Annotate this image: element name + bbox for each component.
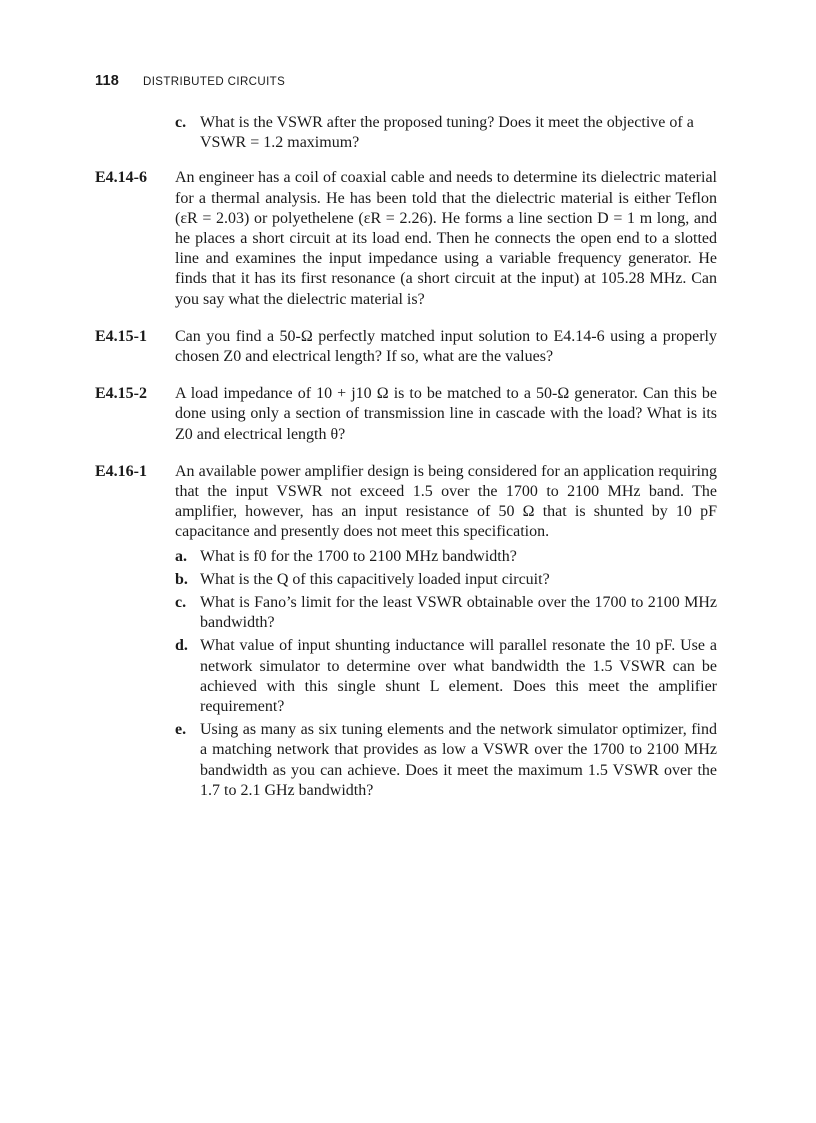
problem-body <box>175 168 717 313</box>
problem-body <box>175 327 717 371</box>
problem-text: An available power amplifier design is being considered for an application requiring that the input VSWR not exceed 1.5 over the 1700 to 2100 MHz band. The amplifier, however, has an input resistance of 50 Ω that is shunted by 10 pF capacitance and presently does not meet this specification. <box>175 462 717 541</box>
problem-e4-14-6 <box>95 168 717 313</box>
problem-e4-16-1 <box>95 462 717 804</box>
problem-id: E4.16-1 <box>95 462 147 480</box>
problem-text: A load impedance of 10 + j10 Ω is to be matched to a 50-Ω generator. Can this be done using only a section of transmission line in cascade with the load? What is its Z0 and electrical length θ? <box>175 385 717 443</box>
subpart-label: a. <box>175 547 187 565</box>
problem-e4-15-1 <box>95 327 717 371</box>
subpart-label: c. <box>175 114 187 131</box>
problem-body <box>175 384 717 449</box>
running-title: DISTRIBUTED CIRCUITS <box>143 76 286 88</box>
subpart-label: d. <box>175 637 188 655</box>
subpart-label: e. <box>175 721 187 739</box>
page-number: 118 <box>95 73 119 89</box>
problem-body <box>175 462 717 804</box>
subpart-c <box>175 593 717 633</box>
problem-e4-15-2 <box>95 384 717 449</box>
problem-text: An engineer has a coil of coaxial cable and needs to determine its dielectric material for a thermal analysis. He has been told that the dielectric material is either Teflon (εR = 2.03) or polyethelene (εR = 2.26). He forms a line section D = 1 m long, and he places a short circuit at its load end. Then he connects the open end to a slotted line and examines the input impedance using a variable frequency generator. He finds that it has its first resonance (a short circuit at the input) at 105.28 MHz. Can you say what the dielectric material is? <box>175 169 717 308</box>
problem-text: Can you find a 50-Ω perfectly matched input solution to E4.14-6 using a properly chosen Z0 and electrical length? If so, what are the values? <box>175 327 717 366</box>
subpart-text: What is the VSWR after the proposed tuning? Does it meet the objective of a VSWR = 1.2 maximum? <box>200 114 694 152</box>
page-content <box>95 113 717 817</box>
subpart-text: What is f0 for the 1700 to 2100 MHz bandwidth? <box>200 547 517 565</box>
problem-id: E4.14-6 <box>95 169 147 187</box>
subpart-label: c. <box>175 594 187 612</box>
subpart-text: What is Fano’s limit for the least VSWR obtainable over the 1700 to 2100 MHz bandwidth? <box>200 594 717 632</box>
subpart-e <box>175 720 717 801</box>
subpart-a <box>175 547 717 567</box>
subpart-text: What value of input shunting inductance will parallel resonate the 10 pF. Use a network simulator to determine over what bandwidth the 1.5 VSWR can be achieved with this single shunt L element. Does this meet the amplifier requirement? <box>200 637 717 716</box>
subpart-text: What is the Q of this capacitively loaded input circuit? <box>200 570 550 588</box>
problem-id: E4.15-1 <box>95 327 147 345</box>
subpart-b <box>175 570 717 590</box>
continued-subpart <box>175 113 717 153</box>
subpart-label: b. <box>175 570 188 588</box>
page-header <box>95 73 285 93</box>
subpart-text: Using as many as six tuning elements and the network simulator optimizer, find a matching network that provides as low a VSWR over the 1700 to 2100 MHz bandwidth as you can achieve. Does it meet the maximum 1.5 VSWR over the 1.7 to 2.1 GHz bandwidth? <box>200 721 717 799</box>
subpart-d <box>175 636 717 717</box>
problem-id: E4.15-2 <box>95 385 147 403</box>
